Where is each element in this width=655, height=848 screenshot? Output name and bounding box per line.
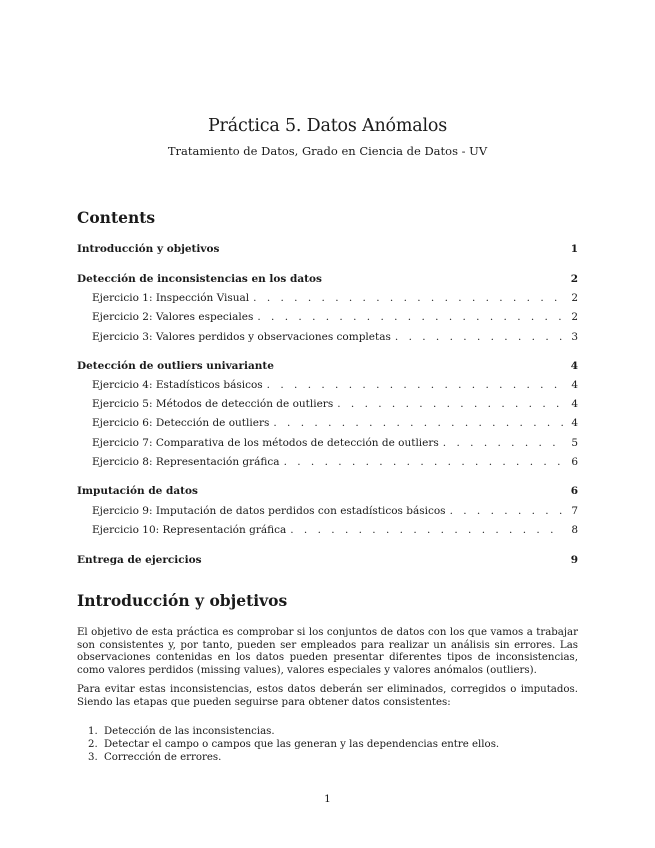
toc-entry-label: Ejercicio 4: Estadísticos básicos [92, 379, 263, 391]
list-item [88, 751, 568, 764]
list-item-number: 1. [88, 726, 98, 737]
toc-entry-ejercicio-9[interactable] [77, 504, 578, 518]
toc-section-outliers-univariante[interactable] [77, 359, 578, 373]
toc-entry-page: 3 [571, 331, 578, 343]
toc-entry-label: Ejercicio 3: Valores perdidos y observaciones completas [92, 331, 391, 343]
toc-entry-label: Detección de outliers univariante [77, 360, 274, 372]
toc-entry-page: 6 [571, 456, 578, 468]
toc-leader-dots [443, 436, 564, 450]
toc-entry-ejercicio-5[interactable] [77, 397, 578, 411]
toc-entry-ejercicio-1[interactable] [77, 291, 578, 305]
toc-leader-dots [395, 330, 564, 344]
list-item-text: Detectar el campo o campos que las generan y las dependencias entre ellos. [104, 739, 500, 750]
toc-entry-label: Imputación de datos [77, 485, 198, 497]
toc-leader-dots [290, 523, 564, 537]
document-title: Práctica 5. Datos Anómalos [207, 116, 448, 136]
intro-paragraph-1: El objetivo de esta práctica es comprobar si los conjuntos de datos con los que vamos a trabajar son consistentes y, por tanto, pueden ser empleados para realizar un análisis sin errores. Las observaciones contenidas en los datos pueden presentar diferentes tipos de inconsistencias, como valores perdidos (missing values), valores especiales y valores anómalos (outliers). [77, 627, 578, 676]
toc-entry-ejercicio-7[interactable] [77, 436, 578, 450]
page-number: 1 [324, 793, 331, 805]
toc-entry-page: 2 [570, 273, 578, 285]
toc-entry-page: 1 [570, 243, 578, 255]
toc-section-imputacion[interactable] [77, 484, 578, 498]
toc-section-introduccion[interactable] [77, 242, 578, 256]
toc-entry-label: Ejercicio 9: Imputación de datos perdidos con estadísticos básicos [92, 505, 446, 517]
toc-leader-dots [337, 397, 564, 411]
contents-heading: Contents [77, 208, 156, 227]
toc-entry-label: Ejercicio 10: Representación gráfica [92, 524, 287, 536]
toc-entry-page: 4 [571, 379, 578, 391]
toc-entry-label: Ejercicio 1: Inspección Visual [92, 292, 250, 304]
toc-entry-page: 9 [570, 554, 578, 566]
toc-section-deteccion-inconsistencias[interactable] [77, 272, 578, 286]
toc-entry-page: 4 [570, 360, 578, 372]
list-item-number: 2. [88, 739, 98, 750]
intro-paragraph-2: Para evitar estas inconsistencias, estos datos deberán ser eliminados, corregidos o imputados. Siendo las etapas que pueden seguirse para obtener datos consistentes: [77, 684, 578, 708]
toc-entry-label: Detección de inconsistencias en los datos [77, 273, 322, 285]
toc-entry-ejercicio-3[interactable] [77, 330, 578, 344]
toc-entry-page: 4 [571, 398, 578, 410]
toc-leader-dots [253, 291, 564, 305]
list-item [88, 738, 568, 751]
toc-entry-label: Ejercicio 6: Detección de outliers [92, 417, 270, 429]
toc-entry-page: 2 [571, 311, 578, 323]
section-heading-introduccion: Introducción y objetivos [77, 591, 288, 610]
toc-entry-page: 5 [571, 437, 578, 449]
list-item [88, 725, 568, 738]
toc-entry-label: Entrega de ejercicios [77, 554, 202, 566]
toc-entry-label: Ejercicio 5: Métodos de detección de outliers [92, 398, 334, 410]
toc-entry-page: 2 [571, 292, 578, 304]
toc-entry-ejercicio-10[interactable] [77, 523, 578, 537]
toc-entry-ejercicio-6[interactable] [77, 416, 578, 430]
toc-entry-page: 4 [571, 417, 578, 429]
toc-entry-page: 6 [570, 485, 578, 497]
list-item-number: 3. [88, 752, 98, 763]
toc-entry-label: Ejercicio 7: Comparativa de los métodos de detección de outliers [92, 437, 439, 449]
document-subtitle: Tratamiento de Datos, Grado en Ciencia de Datos - UV [167, 144, 488, 158]
list-item-text: Detección de las inconsistencias. [104, 726, 275, 737]
toc-entry-ejercicio-2[interactable] [77, 310, 578, 324]
toc-leader-dots [284, 455, 564, 469]
toc-leader-dots [273, 416, 564, 430]
toc-entry-page: 8 [571, 524, 578, 536]
toc-entry-label: Ejercicio 8: Representación gráfica [92, 456, 280, 468]
toc-leader-dots [257, 310, 564, 324]
toc-section-entrega[interactable] [77, 553, 578, 567]
toc-entry-label: Ejercicio 2: Valores especiales [92, 311, 254, 323]
toc-leader-dots [450, 504, 564, 518]
list-item-text: Corrección de errores. [104, 752, 222, 763]
toc-entry-label: Introducción y objetivos [77, 243, 220, 255]
toc-entry-ejercicio-8[interactable] [77, 455, 578, 469]
toc-entry-page: 7 [571, 505, 578, 517]
toc-entry-ejercicio-4[interactable] [77, 378, 578, 392]
steps-list [88, 725, 568, 764]
toc-leader-dots [267, 378, 564, 392]
